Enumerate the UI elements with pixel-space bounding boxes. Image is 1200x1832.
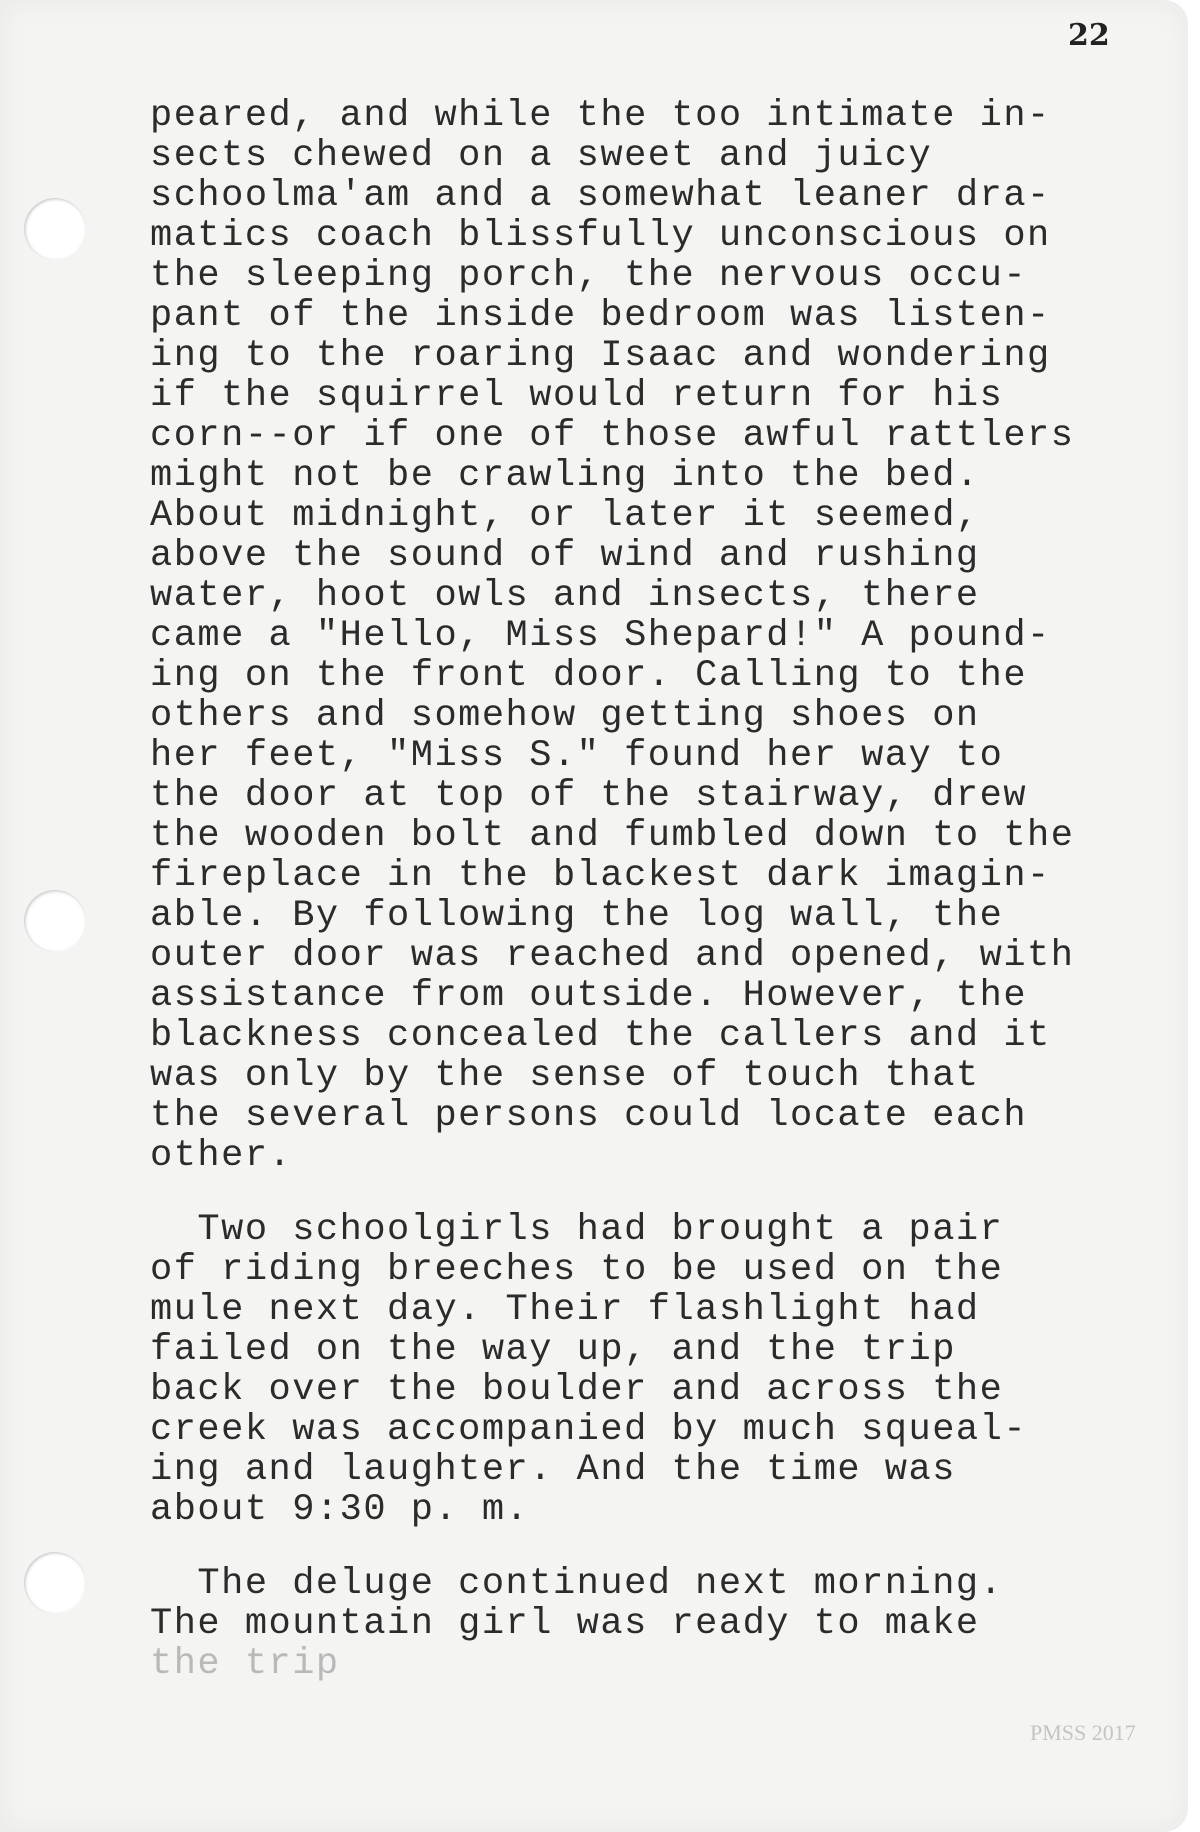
text-line: back over the boulder and across the — [150, 1369, 1004, 1411]
text-line: corn--or if one of those awful rattlers — [150, 415, 1075, 457]
text-line: the sleeping porch, the nervous occu- — [150, 255, 1028, 297]
paragraph — [150, 1210, 1110, 1530]
text-line: might not be crawling into the bed. — [150, 455, 980, 497]
paragraph — [150, 96, 1110, 1176]
text-line: if the squirrel would return for his — [150, 375, 1004, 417]
binder-hole-middle — [24, 890, 86, 952]
text-line: sects chewed on a sweet and juicy — [150, 135, 933, 177]
text-line: about 9:30 p. m. — [150, 1489, 530, 1531]
text-line: ing on the front door. Calling to the — [150, 655, 1028, 697]
text-line: assistance from outside. However, the — [150, 975, 1028, 1017]
text-line: fireplace in the blackest dark imagin- — [150, 855, 1051, 897]
text-line: was only by the sense of touch that — [150, 1055, 980, 1097]
text-line: other. — [150, 1135, 293, 1177]
binder-hole-bottom — [24, 1552, 86, 1614]
text-line: of riding breeches to be used on the — [150, 1249, 1004, 1291]
faint-text-line: the trip — [150, 1643, 340, 1685]
text-line: matics coach blissfully unconscious on — [150, 215, 1051, 257]
text-line: the wooden bolt and fumbled down to the — [150, 815, 1075, 857]
paragraph — [150, 1564, 1110, 1684]
text-line: others and somehow getting shoes on — [150, 695, 980, 737]
archive-watermark: PMSS 2017 — [1030, 1720, 1136, 1745]
text-line: her feet, "Miss S." found her way to — [150, 735, 1004, 777]
text-line: water, hoot owls and insects, there — [150, 575, 980, 617]
text-line: blackness concealed the callers and it — [150, 1015, 1051, 1057]
text-line: ing to the roaring Isaac and wondering — [150, 335, 1051, 377]
text-line: the door at top of the stairway, drew — [150, 775, 1028, 817]
text-line: failed on the way up, and the trip — [150, 1329, 956, 1371]
text-line: mule next day. Their flashlight had — [150, 1289, 980, 1331]
text-line: came a "Hello, Miss Shepard!" A pound- — [150, 615, 1051, 657]
text-line: outer door was reached and opened, with — [150, 935, 1075, 977]
text-line: About midnight, or later it seemed, — [150, 495, 980, 537]
text-line: ing and laughter. And the time was — [150, 1449, 956, 1491]
text-line: above the sound of wind and rushing — [150, 535, 980, 577]
binder-hole-top — [24, 198, 86, 260]
typed-text-body — [150, 96, 1110, 1684]
paragraph-gap — [150, 1530, 1110, 1564]
text-line: creek was accompanied by much squeal- — [150, 1409, 1028, 1451]
text-line: The deluge continued next morning. — [150, 1563, 1004, 1605]
text-line: The mountain girl was ready to make — [150, 1603, 980, 1645]
paragraph-gap — [150, 1176, 1110, 1210]
text-line: Two schoolgirls had brought a pair — [150, 1209, 1004, 1251]
text-line: the several persons could locate each — [150, 1095, 1028, 1137]
page-number: 22 — [1068, 18, 1110, 53]
text-line: able. By following the log wall, the — [150, 895, 1004, 937]
text-line: schoolma'am and a somewhat leaner dra- — [150, 175, 1051, 217]
text-line: pant of the inside bedroom was listen- — [150, 295, 1051, 337]
text-line: peared, and while the too intimate in- — [150, 95, 1051, 137]
